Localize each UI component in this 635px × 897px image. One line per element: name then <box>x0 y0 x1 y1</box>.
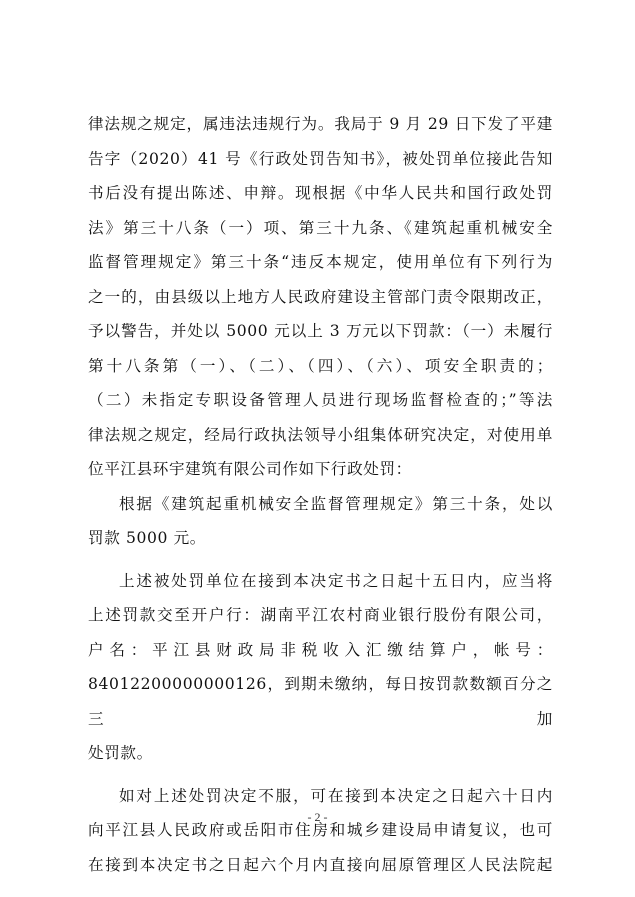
document-body <box>88 107 553 882</box>
text-line: （二）未指定专职设备管理人员进行现场监督检查的；”等法 <box>88 391 553 409</box>
paragraph-first-line: 根据《建筑起重机械安全监督管理规定》第三十条，处以 <box>119 494 553 513</box>
paragraph-gap <box>88 771 553 779</box>
text-line: 向平江县人民政府或岳阳市住房和城乡建设局申请复议，也可 <box>88 821 553 839</box>
paragraph-gap <box>88 556 553 564</box>
text-line: 告字（2020）41 号《行政处罚告知书》，被处罚单位接此告知 <box>88 149 553 168</box>
text-line: 律法规之规定，经局行政执法领导小组集体研究决定，对使用单 <box>88 425 553 444</box>
text-line: 在接到本决定书之日起六个月内直接向屈原管理区人民法院起 <box>88 855 553 874</box>
text-line: 第十八条第（一）、（二）、（四）、（六）、项安全职责的； <box>88 356 553 375</box>
text-line: 予以警告，并处以 5000 元以上 3 万元以下罚款：（一）未履行 <box>88 322 553 340</box>
text-line: 之一的，由县级以上地方人民政府建设主管部门责令限期改正， <box>88 287 553 306</box>
text-line: 罚款 5000 元。 <box>88 529 206 547</box>
text-line: 上述罚款交至开户行：湖南平江农村商业银行股份有限公司， <box>88 606 553 624</box>
paragraph-first-line: 如对上述处罚决定不服，可在接到本决定之日起六十日内 <box>119 786 553 805</box>
text-line: 法》第三十八条（一）项、第三十九条、《建筑起重机械安全 <box>88 218 553 237</box>
text-line: 律法规之规定，属违法违规行为。我局于 9 月 29 日下发了平建 <box>88 115 553 133</box>
text-line: 处罚款。 <box>88 744 153 762</box>
text-line: 户名：平江县财政局非税收入汇缴结算户，帐号： <box>88 640 553 659</box>
text-line: 位平江县环宇建筑有限公司作如下行政处罚： <box>88 460 412 478</box>
page-number: - 2 - <box>307 810 328 824</box>
text-line: 84012200000000126，到期未缴纳，每日按罚款数额百分之三加 <box>88 675 553 728</box>
text-line: 书后没有提出陈述、申辩。现根据《中华人民共和国行政处罚 <box>88 184 553 202</box>
text-line: 监督管理规定》第三十条“违反本规定，使用单位有下列行为 <box>88 253 553 271</box>
paragraph-first-line: 上述被处罚单位在接到本决定书之日起十五日内，应当将 <box>119 571 553 590</box>
